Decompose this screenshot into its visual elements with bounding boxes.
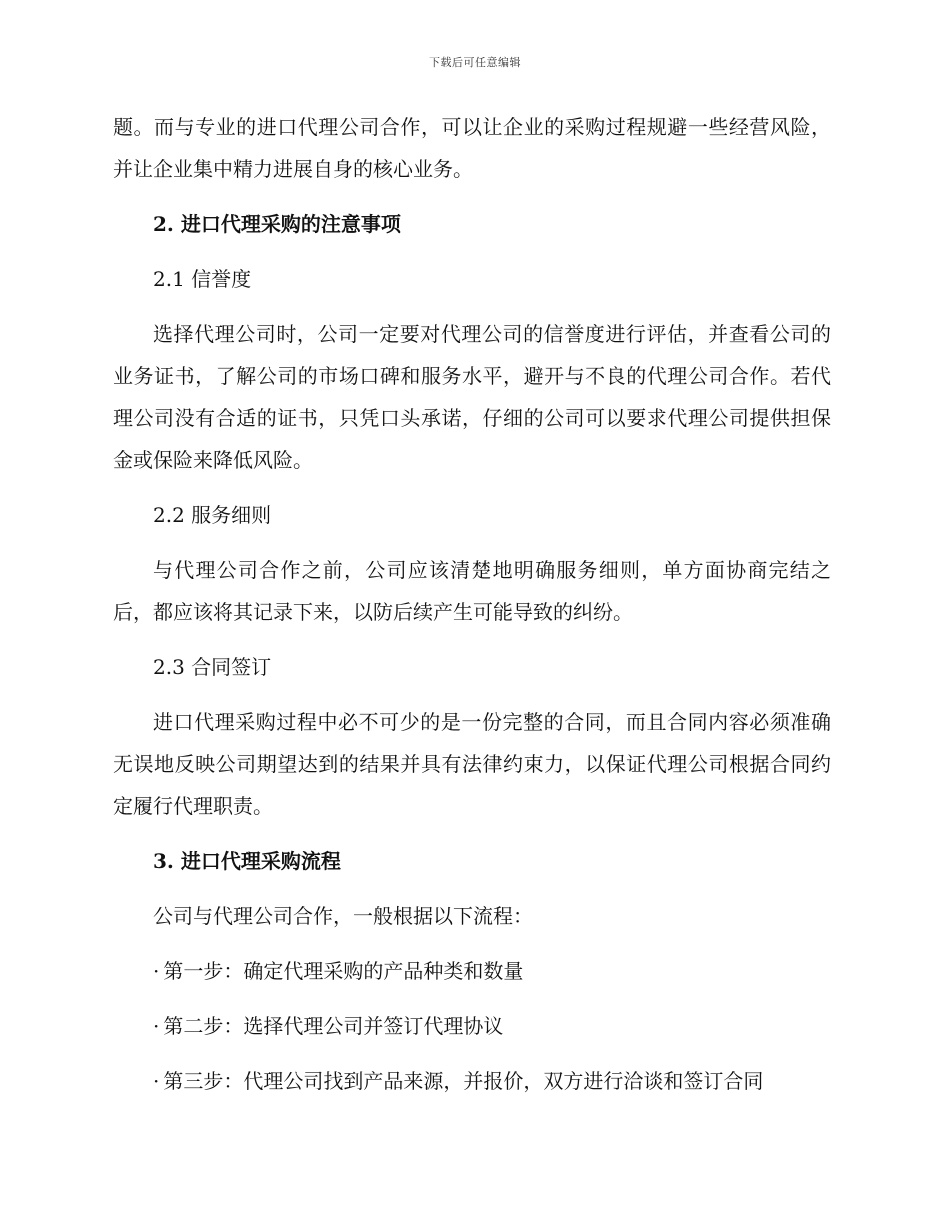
step-text: 第三步：代理公司找到产品来源，并报价，双方进行洽谈和签订合同: [163, 1069, 764, 1093]
section-2-heading: 2. 进口代理采购的注意事项: [153, 212, 401, 236]
subsection-2-2-heading: 2.2 服务细则: [153, 503, 272, 527]
section-3-intro: 公司与代理公司合作，一般根据以下流程：: [153, 904, 533, 928]
step-text: 第一步：确定代理采购的产品种类和数量: [163, 959, 524, 983]
bullet-icon: ·: [153, 1014, 160, 1038]
list-item: [113, 950, 831, 992]
subsection-2-1-paragraph: 选择代理公司时，公司一定要对代理公司的信誉度进行评估，并查看公司的业务证书，了解公司的市场口碑和服务水平，避开与不良的代理公司合作。若代理公司没有合适的证书，只凭口头承诺，仔细的公司可以要求代理公司提供担保金或保险来降低风险。: [113, 322, 831, 472]
list-item: [113, 1060, 831, 1102]
intro-paragraph: 题。而与专业的进口代理公司合作，可以让企业的采购过程规避一些经营风险，并让企业集中精力进展自身的核心业务。: [113, 115, 831, 181]
bullet-icon: ·: [153, 959, 160, 983]
bullet-icon: ·: [153, 1069, 160, 1093]
document-body: [113, 106, 831, 1115]
page-header: 下载后可任意编辑: [429, 56, 521, 69]
subsection-2-1-heading: 2.1 信誉度: [153, 267, 252, 291]
section-3-heading: 3. 进口代理采购流程: [153, 849, 341, 873]
subsection-2-3-heading: 2.3 合同签订: [153, 655, 272, 679]
list-item: [113, 1005, 831, 1047]
subsection-2-2-paragraph: 与代理公司合作之前，公司应该清楚地明确服务细则，单方面协商完结之后，都应该将其记录下来，以防后续产生可能导致的纠纷。: [113, 558, 831, 624]
step-text: 第二步：选择代理公司并签订代理协议: [163, 1014, 504, 1038]
subsection-2-3-paragraph: 进口代理采购过程中必不可少的是一份完整的合同，而且合同内容必须准确无误地反映公司期望达到的结果并具有法律约束力，以保证代理公司根据合同约定履行代理职责。: [113, 710, 831, 818]
